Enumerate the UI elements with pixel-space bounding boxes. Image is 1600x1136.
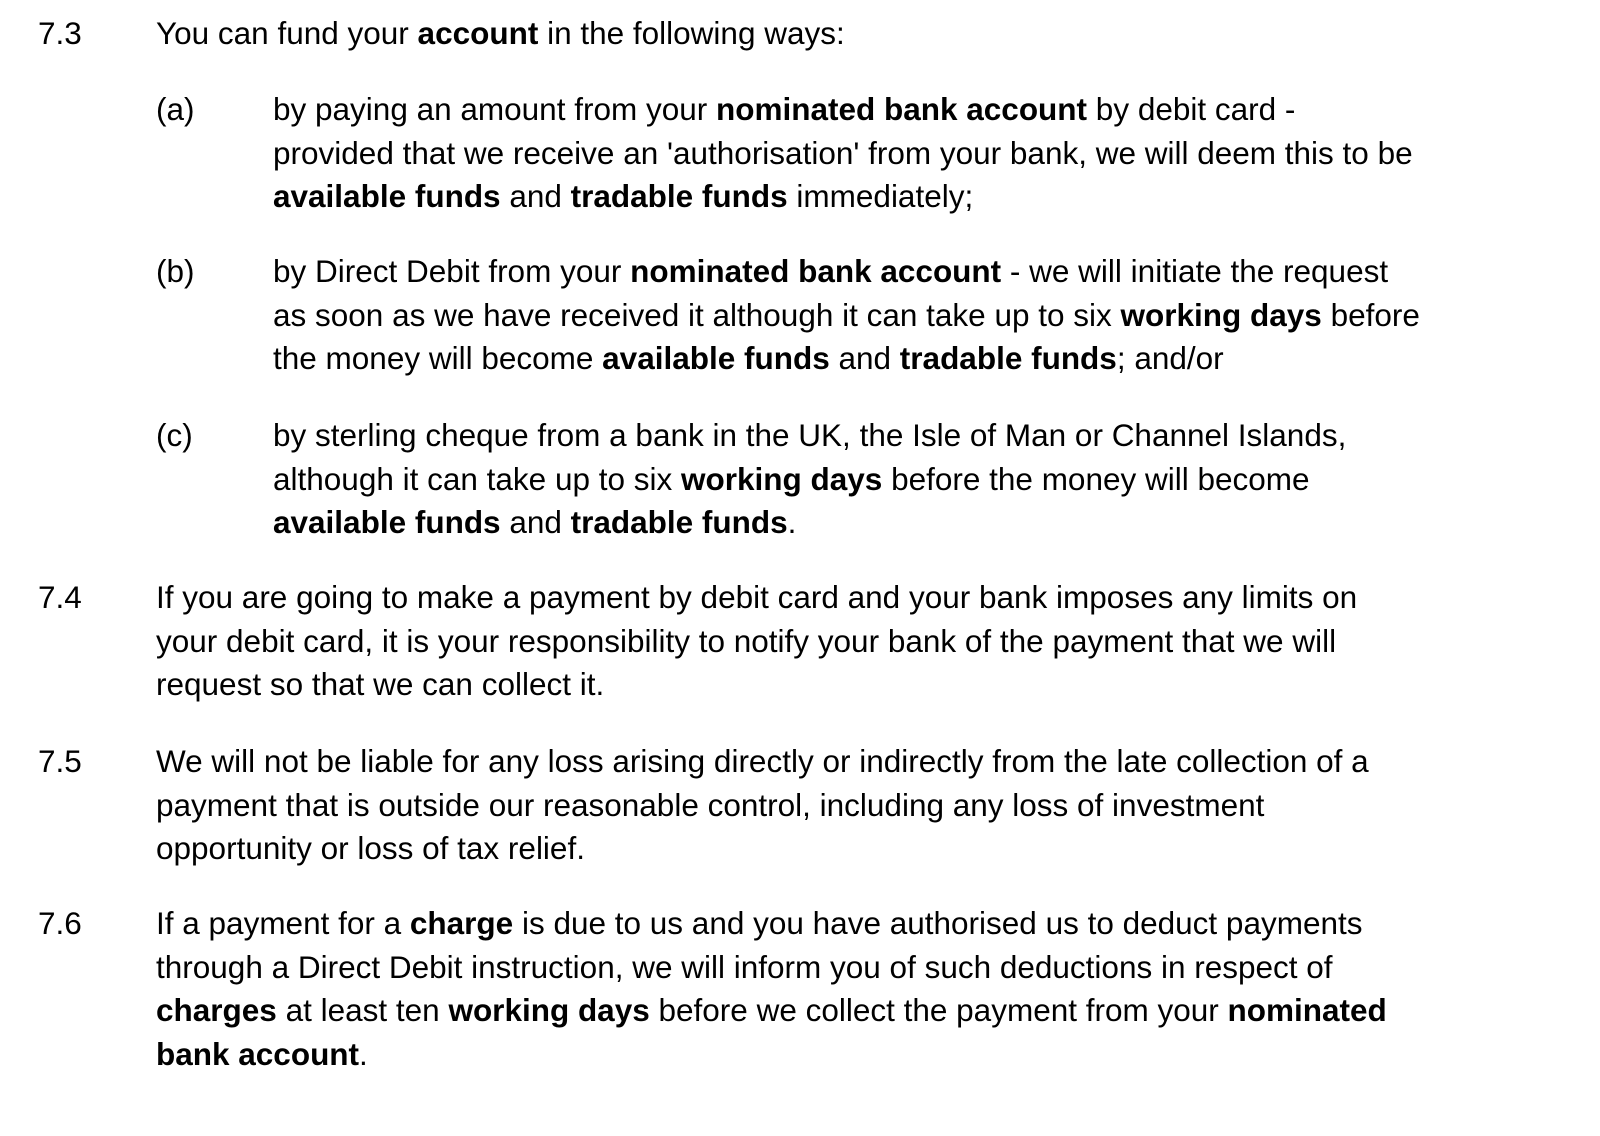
text-run: . <box>359 1035 368 1072</box>
text-run: opportunity or loss of tax relief. <box>156 830 585 866</box>
clause-text <box>156 740 1586 871</box>
text-line <box>156 784 1586 828</box>
defined-term: charges <box>156 992 277 1028</box>
clause-number: 7.6 <box>38 905 82 941</box>
clause-number: 7.4 <box>38 579 82 615</box>
text-run: If you are going to make a payment by debit card and your bank imposes any limits on <box>156 579 1358 615</box>
subclause-text <box>273 88 1589 219</box>
text-line <box>273 414 1589 458</box>
clause-text <box>156 12 1586 56</box>
defined-term: bank account <box>156 1035 360 1072</box>
defined-term: nominated bank account <box>715 91 1088 127</box>
text-run: request so that we can collect it. <box>156 666 605 702</box>
defined-term: nominated bank account <box>630 253 1002 289</box>
text-run: the money will become <box>273 340 603 376</box>
text-line <box>156 12 1586 56</box>
text-line <box>273 132 1589 176</box>
text-line <box>273 294 1589 338</box>
text-line <box>273 501 1589 545</box>
subclause-text <box>273 250 1589 381</box>
text-line <box>273 337 1589 381</box>
text-run: You can fund your <box>156 15 418 51</box>
text-run: is due to us and you have authorised us to deduct payments <box>513 905 1363 941</box>
text-run: in the following ways: <box>538 15 845 51</box>
text-run: although it can take up to six <box>273 460 682 497</box>
defined-term: tradable funds <box>899 340 1117 376</box>
text-line <box>156 576 1586 620</box>
defined-term: account <box>417 15 539 51</box>
subclause-label: (b) <box>156 253 195 289</box>
text-run: . <box>787 504 797 540</box>
text-run: through a Direct Debit instruction, we will inform you of such deductions in respect of <box>156 948 1333 985</box>
defined-term: available funds <box>273 178 501 214</box>
text-run: by Direct Debit from your <box>273 253 631 289</box>
text-line <box>156 740 1586 784</box>
text-run: immediately; <box>787 178 974 214</box>
defined-term: available funds <box>602 340 830 376</box>
text-run: by paying an amount from your <box>273 91 716 127</box>
defined-term: charge <box>409 905 514 941</box>
text-line <box>156 663 1586 707</box>
defined-term: working days <box>1120 296 1322 333</box>
text-line <box>156 827 1586 871</box>
subclause-label: (a) <box>156 91 195 127</box>
clause-text <box>156 902 1586 1076</box>
text-run: by sterling cheque from a bank in the UK, the Isle of Man or Channel Islands, <box>273 417 1347 453</box>
text-line <box>156 620 1586 664</box>
text-run: as soon as we have received it although it can take up to six <box>273 296 1121 333</box>
text-run: before we collect the payment from your <box>649 992 1228 1028</box>
defined-term: tradable funds <box>570 178 788 214</box>
clause-number: 7.5 <box>38 743 82 779</box>
text-run: provided that we receive an 'authorisation' from your bank, we will deem this to be <box>273 134 1413 171</box>
text-run: We will not be liable for any loss arising directly or indirectly from the late collection of a <box>156 743 1369 779</box>
subclause-label: (c) <box>156 417 193 453</box>
text-run: If a payment for a <box>156 905 410 941</box>
text-run: payment that is outside our reasonable control, including any loss of investment <box>156 786 1265 823</box>
text-line <box>273 175 1589 219</box>
text-run: ; and/or <box>1116 340 1224 376</box>
text-run: and <box>829 340 900 376</box>
text-run: at least ten <box>276 992 449 1028</box>
defined-term: working days <box>448 992 650 1028</box>
defined-term: tradable funds <box>570 504 788 540</box>
text-line <box>156 902 1586 946</box>
text-line <box>273 88 1589 132</box>
text-run: by debit card - <box>1087 91 1296 127</box>
clause-text <box>156 576 1586 707</box>
text-line <box>156 989 1586 1033</box>
defined-term: nominated <box>1227 992 1387 1028</box>
subclause-text <box>273 414 1589 545</box>
text-run: and <box>500 504 571 540</box>
defined-term: available funds <box>273 504 501 540</box>
text-run: before <box>1321 296 1420 333</box>
text-line <box>273 458 1589 502</box>
text-line <box>156 946 1586 990</box>
text-line <box>156 1033 1586 1077</box>
text-run: your debit card, it is your responsibility to notify your bank of the payment that we will <box>156 622 1337 659</box>
text-run: and <box>500 178 571 214</box>
clause-number: 7.3 <box>38 15 82 51</box>
text-run: before the money will become <box>882 460 1310 497</box>
text-run: - we will initiate the request <box>1001 253 1389 289</box>
defined-term: working days <box>681 460 883 497</box>
text-line <box>273 250 1589 294</box>
